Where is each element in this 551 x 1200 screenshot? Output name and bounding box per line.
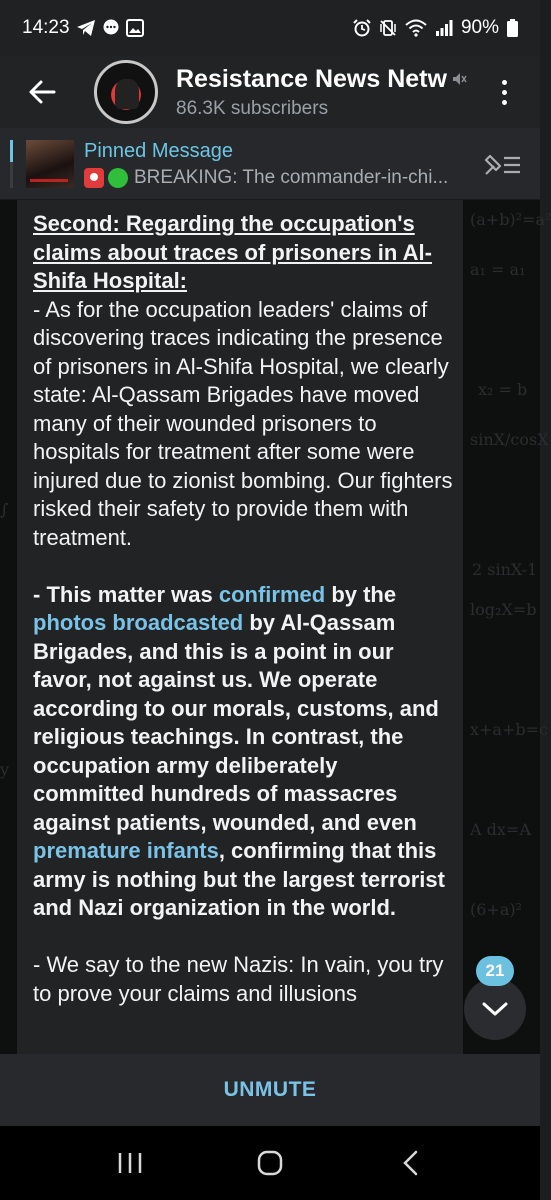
link-confirmed[interactable]: confirmed <box>218 581 326 607</box>
chat-wallpaper-item: x+a+b=c <box>470 720 548 739</box>
chat-bubble-icon <box>102 19 120 37</box>
recent-apps-icon <box>117 1151 143 1175</box>
alarm-icon <box>353 19 371 37</box>
channel-info[interactable] <box>176 65 466 120</box>
link-photos-broadcasted[interactable]: photos broadcasted <box>33 610 244 635</box>
unread-badge[interactable]: 21 <box>476 956 514 986</box>
chat-wallpaper-item: sinX/cosX <box>470 430 549 449</box>
pinned-message-bar[interactable] <box>0 128 540 200</box>
message-heading: Second: Regarding the occupation's claims about traces of prisoners in Al-Shifa Hospital: <box>33 211 432 293</box>
arrow-left-icon <box>28 80 56 104</box>
link-premature-infants[interactable]: premature infants <box>33 838 219 863</box>
recent-apps-button[interactable] <box>100 1138 160 1188</box>
message-bubble[interactable] <box>17 200 463 1054</box>
pinned-list-button[interactable] <box>482 150 522 180</box>
pinned-indicator <box>10 140 13 188</box>
home-button[interactable] <box>240 1138 300 1188</box>
message-paragraph-3: - We say to the new Nazis: In vain, you try to prove your claims and illusions <box>33 952 444 1006</box>
wifi-icon <box>405 19 427 37</box>
chat-wallpaper-item: ∫ <box>0 500 9 519</box>
chat-wallpaper-item: a₁ = a₁ <box>470 260 526 279</box>
text-span: , confirming that this army is nothing but the largest terrorist and Nazi organization in the world. <box>33 838 445 920</box>
message-text <box>33 210 453 1008</box>
status-right <box>353 17 518 39</box>
chat-area[interactable] <box>0 200 551 1054</box>
chat-header <box>0 56 540 128</box>
pinned-label: Pinned Message <box>84 140 233 162</box>
back-button[interactable] <box>12 62 72 122</box>
chevron-left-icon <box>402 1150 418 1176</box>
chat-wallpaper-item: x₂ = b <box>478 380 528 399</box>
message-paragraph-1: - As for the occupation leaders' claims of discovering traces indicating the presence of prisoners in Al-Shifa Hospital, we clearly state: Al-Qassam Brigades have moved many of their wounded prisoners to hospitals for treatment after some were injured due to zionist bombing. Our fighters risked their safety to provide them with treatment. <box>33 296 453 550</box>
pinned-preview-row <box>84 167 474 189</box>
channel-avatar[interactable] <box>94 60 158 124</box>
pinned-preview: BREAKING: The commander-in-chi... <box>134 167 449 188</box>
channel-title: Resistance News Netw <box>176 64 447 93</box>
more-options-button[interactable] <box>492 72 516 112</box>
signal-icon <box>435 19 453 37</box>
unmute-button[interactable]: UNMUTE <box>223 1078 317 1101</box>
subscriber-count: 86.3K subscribers <box>176 97 329 119</box>
chat-wallpaper-item: (6+a)² <box>470 900 523 919</box>
nav-back-button[interactable] <box>380 1138 440 1188</box>
battery-icon <box>507 19 518 37</box>
status-time: 14:23 <box>22 17 70 38</box>
pinned-text <box>84 140 474 189</box>
scroll-down-button[interactable] <box>464 978 526 1040</box>
siren-icon <box>84 168 104 188</box>
pinned-thumbnail <box>26 140 74 188</box>
text-span: - This matter was <box>33 581 219 607</box>
message-paragraph-2 <box>33 581 453 923</box>
system-nav-bar <box>0 1126 540 1200</box>
chat-wallpaper-item: y <box>0 760 10 779</box>
pin-list-icon <box>482 150 522 180</box>
text-span: by the <box>325 581 397 607</box>
text-span: by Al-Qassam Brigades, and this is a point in our favor, not against us. We operate according to our morals, customs, and religious teachings. In contrast, the occupation army deliberately committed hundreds of massacres against patients, wounded, and even <box>33 610 439 835</box>
image-icon <box>126 19 144 37</box>
chevron-down-icon <box>481 1000 509 1018</box>
chat-wallpaper-item: log₂X=b <box>470 600 537 619</box>
status-left <box>22 17 144 39</box>
home-icon <box>257 1150 283 1176</box>
bottom-action-bar <box>0 1054 540 1126</box>
chat-wallpaper-item: A dx=A <box>470 820 531 839</box>
status-bar <box>0 0 540 56</box>
chat-wallpaper: (a+b)²=a² <box>470 210 551 229</box>
vibrate-icon <box>379 19 397 37</box>
muted-icon <box>451 71 467 87</box>
chat-wallpaper-item: 2 sinX-1 <box>472 560 538 579</box>
green-circle-icon <box>108 168 128 188</box>
telegram-icon <box>76 19 96 37</box>
battery-percent: 90% <box>460 17 499 38</box>
